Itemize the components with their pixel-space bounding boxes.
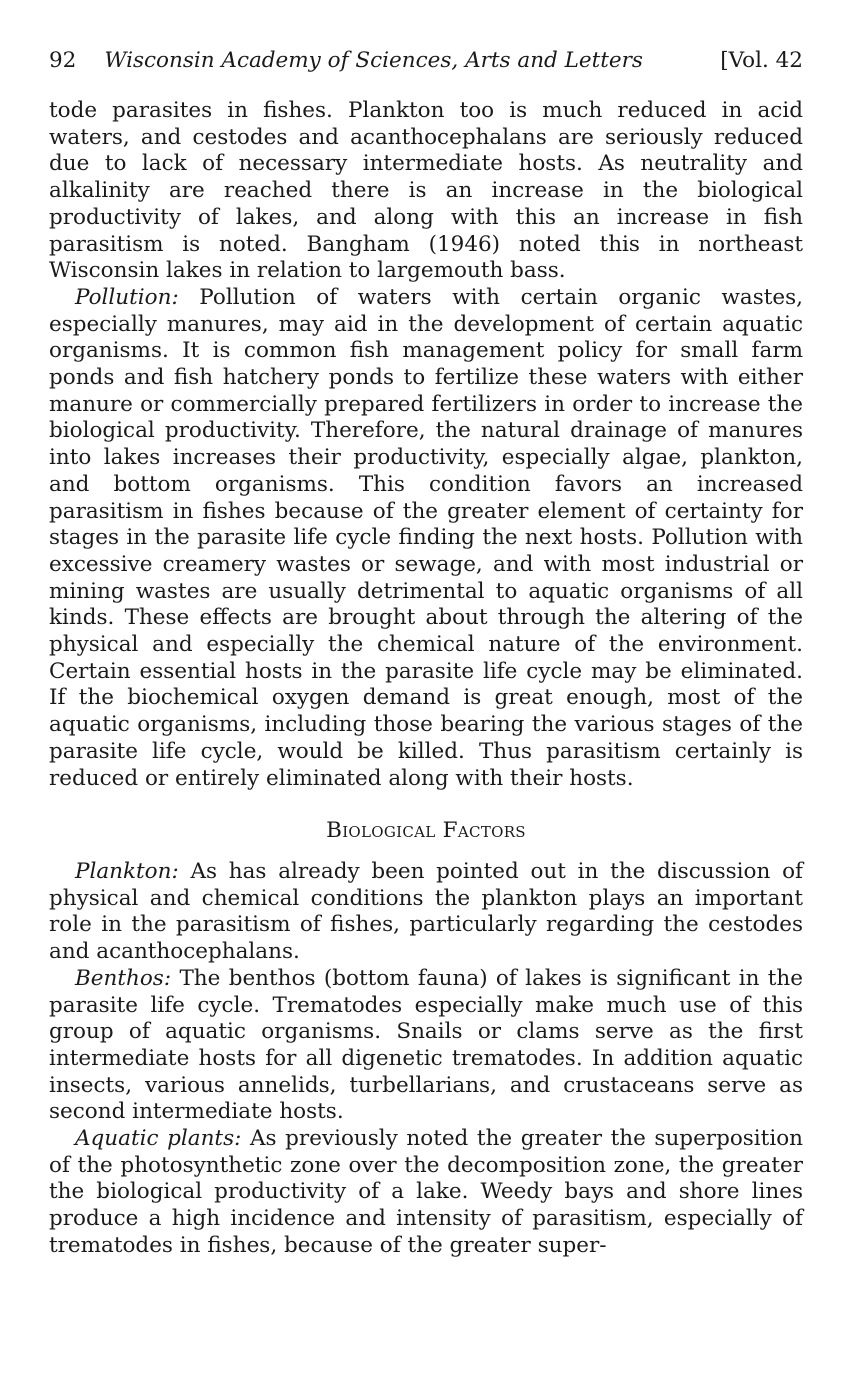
paragraph-text: tode parasites in fishes. Plankton too is much reduced in acid waters, and cestodes and acanthocephalans are seriously reduced due to lack of necessary intermediate hosts. As neutrality and alkalinity are reached there is an increase in the biological productivity of lakes, and along with this an increase in fish parasitism is noted. Bangham (1946) noted this in northeast Wisconsin lakes in relation to largemouth bass.: [49, 98, 803, 284]
paragraph-lead: Plankton:: [75, 858, 179, 884]
journal-title: Wisconsin Academy of Sciences, Arts and Letters: [104, 48, 643, 73]
paragraph-lead: Pollution:: [75, 284, 179, 310]
paragraph-text: As previously noted the greater the superposition of the photosynthetic zone over the decomposition zone, the greater the biological productivity of a lake. Weedy bays and shore lines produce a high incidence and intensity of parasitism, especially of trematodes in fishes, because of the greater super-: [49, 1126, 803, 1258]
volume-number: [Vol. 42: [720, 48, 803, 73]
section-heading: Biological Factors: [326, 818, 526, 844]
paragraph-continuation: [49, 98, 803, 285]
paragraph-plankton: [49, 859, 803, 966]
paragraph-lead: Aquatic plants:: [75, 1126, 242, 1152]
paragraph-lead: Benthos:: [75, 965, 172, 991]
running-head: [49, 44, 803, 78]
body-text: [49, 98, 803, 1260]
paragraph-pollution: [49, 285, 803, 792]
paragraph-text: Pollution of waters with certain organic wastes, especially manures, may aid in the development of certain aquatic organisms. It is common fish management policy for small farm ponds and fish hatchery ponds to fertilize these waters with either manure or commercially prepared fertilizers in order to increase the biological productivity. Therefore, the natural drainage of manures into lakes increases their productivity, especially algae, plankton, and bottom organisms. This condition favors an increased parasitism in fishes because of the greater element of certainty for stages in the parasite life cycle finding the next hosts. Pollution with excessive creamery wastes or sewage, and with most industrial or mining wastes are usually detrimental to aquatic organisms of all kinds. These effects are brought about through the altering of the physical and especially the chemical nature of the environment. Certain essential hosts in the parasite life cycle may be eliminated. If the biochemical oxygen demand is great enough, most of the aquatic organisms, including those bearing the various stages of the parasite life cycle, would be killed. Thus parasitism certainly is reduced or entirely eliminated along with their hosts.: [49, 284, 803, 791]
paragraph-text: The benthos (bottom fauna) of lakes is significant in the parasite life cycle. Trematodes especially make much use of this group of aquatic organisms. Snails or clams serve as the first intermediate hosts for all digenetic trematodes. In addition aquatic insects, various annelids, turbellarians, and crustaceans serve as second intermediate hosts.: [49, 965, 803, 1125]
paragraph-text: As has already been pointed out in the discussion of physical and chemical conditions the plankton plays an important role in the parasitism of fishes, particularly regarding the cestodes and acanthocephalans.: [49, 858, 803, 965]
paragraph-benthos: [49, 966, 803, 1126]
document-page: [49, 44, 803, 1260]
paragraph-aquatic-plants: [49, 1126, 803, 1260]
page-number: 92: [49, 48, 77, 73]
